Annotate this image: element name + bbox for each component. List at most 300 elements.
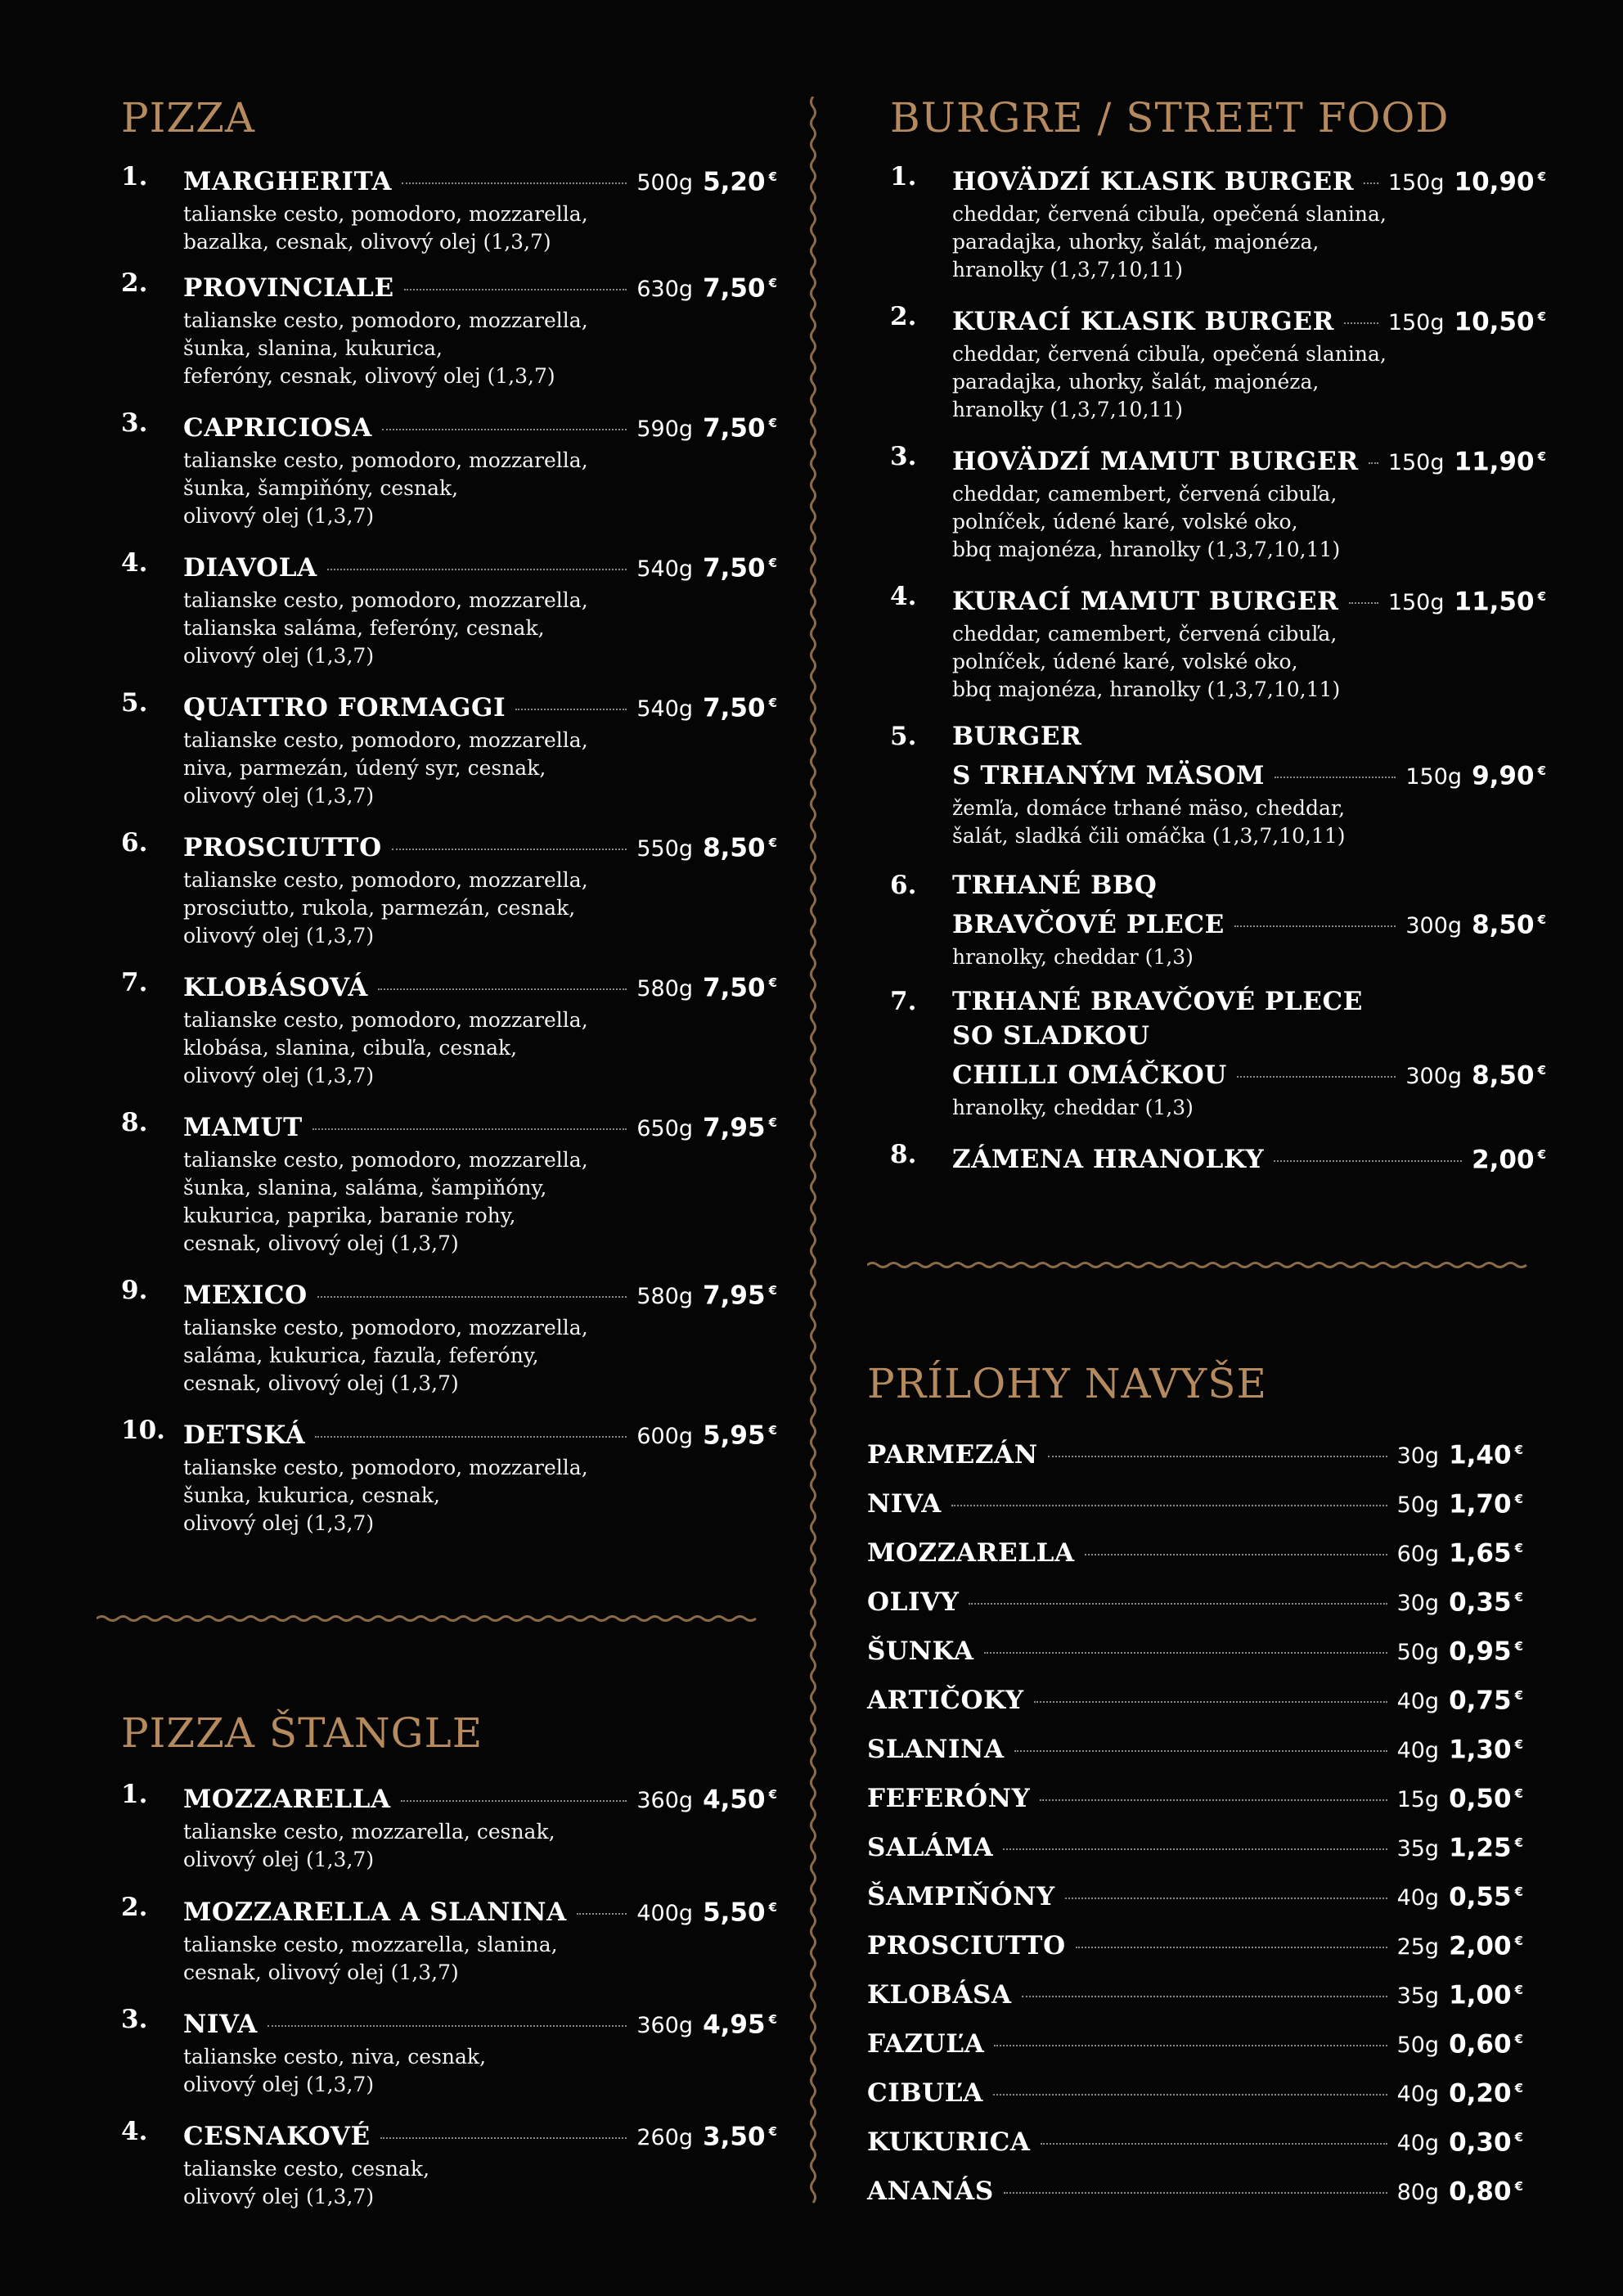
price-value: 0,95	[1449, 1636, 1512, 1667]
price-value: 1,30	[1449, 1735, 1512, 1765]
dot-leader	[380, 2137, 627, 2139]
item-number: 10.	[121, 1416, 165, 1445]
currency-symbol: €	[1514, 1884, 1523, 1899]
item-number: 6.	[890, 871, 917, 900]
extra-name-row	[867, 1973, 1523, 2014]
menu-item	[890, 299, 1546, 424]
currency-symbol: €	[1514, 1835, 1523, 1850]
dot-leader	[1022, 1996, 1387, 1997]
item-body	[952, 1137, 1546, 1177]
extra-price	[1449, 1875, 1523, 1914]
currency-symbol: €	[768, 835, 777, 850]
item-weight: 150g	[1387, 590, 1445, 616]
item-name-row	[183, 966, 777, 1006]
item-name-row	[183, 2002, 777, 2043]
item-name: CESNAKOVÉ	[183, 2122, 371, 2152]
extra-name-row	[867, 1531, 1523, 1572]
item-price	[703, 160, 777, 199]
price-value: 10,50	[1454, 307, 1535, 337]
item-name: DIAVOLA	[183, 553, 317, 583]
currency-symbol: €	[768, 1900, 777, 1915]
price-value: 2,00	[1449, 1931, 1512, 1961]
item-number: 8.	[121, 1108, 148, 1137]
burger-section-title: BURGRE / STREET FOOD	[890, 94, 1450, 142]
item-number: 8.	[890, 1140, 917, 1169]
horizontal-wavy-divider-left	[97, 1609, 759, 1628]
item-weight: 550g	[636, 836, 694, 862]
extra-name-row	[867, 1875, 1523, 1916]
item-number: 7.	[890, 987, 917, 1016]
item-description: cheddar, červená cibuľa, opečená slanina, paradajka, uhorky, šalát, majonéza, hranolky (1,3,7,10,11)	[952, 342, 1387, 422]
currency-symbol: €	[768, 416, 777, 430]
extra-name: ARTIČOKY	[867, 1686, 1024, 1716]
dot-leader	[994, 2045, 1387, 2046]
extra-price	[1449, 1776, 1523, 1816]
currency-symbol: €	[1514, 1492, 1523, 1506]
item-weight: 300g	[1405, 1064, 1463, 1090]
item-description: talianske cesto, pomodoro, mozzarella, saláma, kukurica, fazuľa, feferóny, cesnak, olivový olej (1,3,7)	[183, 1316, 588, 1396]
dot-leader	[1364, 182, 1378, 184]
item-name: KURACÍ MAMUT BURGER	[952, 587, 1339, 617]
item-price	[703, 1777, 777, 1817]
dot-leader	[1004, 2192, 1387, 2194]
item-number: 1.	[121, 1780, 148, 1809]
item-name: S TRHANÝM MÄSOM	[952, 761, 1265, 791]
item-weight: 630g	[636, 277, 694, 303]
price-value: 11,50	[1454, 587, 1535, 617]
item-body	[183, 1413, 777, 1537]
extra-price	[1449, 2071, 1523, 2110]
price-value: 1,00	[1449, 1980, 1512, 2010]
item-name-prefix: TRHANÉ BRAVČOVÉ PLECE SO SLADKOU	[952, 987, 1363, 1051]
item-body	[183, 2002, 777, 2099]
extra-weight: 40g	[1396, 2082, 1440, 2108]
extra-name: FEFERÓNY	[867, 1784, 1031, 1814]
menu-item	[890, 160, 1546, 284]
extra-weight: 35g	[1396, 1836, 1440, 1862]
menu-item	[121, 2114, 777, 2211]
item-weight: 540g	[636, 556, 694, 583]
dot-leader	[1003, 1848, 1387, 1850]
item-name: DETSKÁ	[183, 1420, 306, 1451]
price-value: 4,95	[703, 2010, 766, 2040]
currency-symbol: €	[1514, 2081, 1523, 2096]
menu-item	[890, 439, 1546, 564]
item-number: 2.	[121, 1893, 148, 1922]
price-value: 0,80	[1449, 2177, 1512, 2207]
menu-item	[890, 1137, 1546, 1177]
currency-symbol: €	[1514, 1688, 1523, 1703]
item-description: talianske cesto, niva, cesnak, olivový olej (1,3,7)	[183, 2045, 487, 2097]
item-price	[703, 686, 777, 725]
item-name-row	[183, 826, 777, 867]
dot-leader	[951, 1505, 1387, 1506]
currency-symbol: €	[1514, 1541, 1523, 1555]
dot-leader	[1274, 1160, 1462, 1162]
menu-item	[121, 266, 777, 390]
item-price	[1472, 1053, 1546, 1092]
price-value: 0,60	[1449, 2029, 1512, 2060]
extra-name: PARMEZÁN	[867, 1440, 1038, 1470]
currency-symbol: €	[768, 2012, 777, 2027]
item-description: talianske cesto, pomodoro, mozzarella, šunka, slanina, saláma, šampiňóny, kukurica, paprika, baranie rohy, cesnak, olivový olej (1,3,7)	[183, 1148, 588, 1256]
extra-name-row	[867, 1580, 1523, 1621]
price-value: 1,70	[1449, 1489, 1512, 1519]
item-name: MARGHERITA	[183, 167, 393, 197]
item-price	[703, 1890, 777, 1929]
price-value: 7,95	[703, 1281, 766, 1311]
item-price	[1472, 903, 1546, 942]
item-number: 5.	[890, 722, 917, 751]
item-body	[183, 266, 777, 390]
item-weight: 650g	[636, 1116, 694, 1142]
dot-leader	[317, 1296, 627, 1298]
item-number: 2.	[890, 302, 917, 331]
item-number: 3.	[121, 2005, 148, 2034]
item-description: žemľa, domáce trhané mäso, cheddar, šalát, sladká čili omáčka (1,3,7,10,11)	[952, 796, 1346, 849]
price-value: 9,90	[1472, 761, 1535, 791]
dot-leader	[312, 1128, 627, 1130]
extra-price	[1449, 2120, 1523, 2159]
item-name-row	[183, 266, 777, 307]
item-weight: 580g	[636, 1284, 694, 1310]
item-weight: 590g	[636, 416, 694, 443]
item-name-row	[183, 1777, 777, 1818]
price-value: 5,20	[703, 167, 766, 197]
item-weight: 360g	[636, 1788, 694, 1814]
item-price	[1472, 1137, 1546, 1177]
item-body	[952, 299, 1546, 424]
menu-item	[121, 1890, 777, 1987]
item-weight: 300g	[1405, 913, 1463, 939]
extra-name: MOZZARELLA	[867, 1538, 1075, 1569]
extra-weight: 15g	[1396, 1787, 1440, 1813]
item-name-row	[183, 406, 777, 447]
item-description: talianske cesto, mozzarella, cesnak, olivový olej (1,3,7)	[183, 1820, 555, 1872]
item-price	[703, 1273, 777, 1312]
currency-symbol: €	[1514, 2130, 1523, 2145]
dot-leader	[378, 988, 627, 990]
item-weight: 400g	[636, 1901, 694, 1927]
extra-item	[867, 1875, 1523, 1916]
extra-name: PROSCIUTTO	[867, 1931, 1066, 1961]
price-value: 2,00	[1472, 1145, 1535, 1175]
item-name: HOVÄDZÍ MAMUT BURGER	[952, 447, 1359, 477]
dot-leader	[1041, 2143, 1387, 2145]
menu-item	[890, 579, 1546, 704]
item-body	[183, 1105, 777, 1258]
item-price	[703, 1413, 777, 1452]
menu-item	[890, 868, 1546, 971]
extra-name: FAZUĽA	[867, 2029, 985, 2060]
item-body	[183, 1777, 777, 1874]
extra-name: ANANÁS	[867, 2177, 994, 2207]
price-value: 5,50	[703, 1898, 766, 1928]
item-number: 2.	[121, 268, 148, 298]
pizza-section-title: PIZZA	[121, 94, 255, 142]
currency-symbol: €	[1537, 1063, 1546, 1078]
dot-leader	[1344, 322, 1378, 324]
item-name-row	[183, 546, 777, 587]
item-description: talianske cesto, pomodoro, mozzarella, šunka, slanina, kukurica, feferóny, cesnak, olivový olej (1,3,7)	[183, 308, 588, 389]
item-name: BRAVČOVÉ PLECE	[952, 910, 1225, 940]
item-number: 6.	[121, 828, 148, 858]
item-name-row	[183, 2114, 777, 2155]
item-body	[952, 719, 1546, 850]
currency-symbol: €	[1537, 309, 1546, 324]
item-price	[1454, 579, 1547, 619]
dot-leader	[1076, 1947, 1387, 1948]
extra-price	[1449, 2169, 1523, 2208]
item-body	[183, 686, 777, 810]
item-description: cheddar, camembert, červená cibuľa, polníček, údené karé, volské oko, bbq majonéza, hranolky (1,3,7,10,11)	[952, 622, 1341, 702]
extra-weight: 60g	[1396, 1542, 1440, 1568]
item-body	[952, 984, 1546, 1122]
item-price	[1472, 754, 1546, 793]
item-weight: 600g	[636, 1424, 694, 1450]
price-value: 5,95	[703, 1420, 766, 1451]
item-name-row	[183, 686, 777, 727]
currency-symbol: €	[768, 1283, 777, 1298]
dot-leader	[327, 569, 627, 570]
extra-price	[1449, 1973, 1523, 2012]
extra-weight: 30g	[1396, 1443, 1440, 1470]
stangle-section-title: PIZZA ŠTANGLE	[121, 1709, 483, 1757]
extra-name-row	[867, 1727, 1523, 1768]
item-name-row	[952, 160, 1546, 200]
dot-leader	[577, 1913, 627, 1915]
dot-leader	[1065, 1898, 1387, 1899]
extra-item	[867, 1826, 1523, 1866]
item-price	[703, 266, 777, 305]
extras-section-title: PRÍLOHY NAVYŠE	[867, 1360, 1267, 1407]
extra-price	[1449, 1678, 1523, 1717]
item-price	[703, 2002, 777, 2042]
menu-item	[121, 406, 777, 530]
currency-symbol: €	[1537, 1147, 1546, 1162]
price-value: 0,75	[1449, 1686, 1512, 1716]
item-name-prefix: TRHANÉ BBQ	[952, 871, 1158, 900]
item-price	[703, 1105, 777, 1145]
item-name: KLOBÁSOVÁ	[183, 973, 368, 1003]
item-description: talianske cesto, pomodoro, mozzarella, prosciutto, rukola, parmezán, cesnak, olivový olej (1,3,7)	[183, 868, 588, 948]
dot-leader	[1040, 1799, 1387, 1801]
price-value: 0,55	[1449, 1882, 1512, 1912]
menu-item	[121, 966, 777, 1090]
extra-item	[867, 2120, 1523, 2161]
extra-name: SLANINA	[867, 1735, 1005, 1765]
item-description: talianske cesto, pomodoro, mozzarella, talianska saláma, feferóny, cesnak, olivový olej (1,3,7)	[183, 588, 588, 669]
dot-leader	[1034, 1701, 1387, 1703]
item-body	[183, 2114, 777, 2211]
menu-item	[121, 686, 777, 810]
price-value: 7,50	[703, 553, 766, 583]
dot-leader	[1085, 1554, 1387, 1555]
item-price	[1454, 439, 1547, 479]
extra-price	[1449, 1727, 1523, 1767]
extra-name: ŠAMPIŇÓNY	[867, 1882, 1055, 1912]
price-value: 7,95	[703, 1113, 766, 1143]
extra-weight: 80g	[1396, 2180, 1440, 2206]
item-price	[1454, 299, 1547, 339]
currency-symbol: €	[1537, 169, 1546, 184]
extra-weight: 40g	[1396, 1738, 1440, 1764]
item-body	[952, 160, 1546, 284]
extra-weight: 40g	[1396, 2131, 1440, 2157]
currency-symbol: €	[768, 2124, 777, 2139]
extra-name-row	[867, 1629, 1523, 1670]
item-weight: 150g	[1387, 170, 1445, 196]
extra-name: KLOBÁSA	[867, 1980, 1012, 2010]
extra-item	[867, 1924, 1523, 1965]
price-value: 7,50	[703, 693, 766, 723]
price-value: 7,50	[703, 273, 766, 304]
item-name-row	[183, 1273, 777, 1314]
extra-weight: 25g	[1396, 1934, 1440, 1961]
item-description: talianske cesto, pomodoro, mozzarella, bazalka, cesnak, olivový olej (1,3,7)	[183, 202, 588, 254]
menu-item	[121, 1105, 777, 1258]
price-value: 8,50	[703, 833, 766, 863]
item-name: PROSCIUTTO	[183, 833, 382, 863]
item-number: 1.	[121, 162, 148, 191]
extra-weight: 50g	[1396, 2033, 1440, 2059]
extra-price	[1449, 1629, 1523, 1668]
dot-leader	[268, 2025, 627, 2027]
item-name: PROVINCIALE	[183, 273, 394, 304]
extra-name-row	[867, 1433, 1523, 1474]
extra-price	[1449, 1482, 1523, 1521]
currency-symbol: €	[768, 276, 777, 290]
item-name: CHILLI OMÁČKOU	[952, 1060, 1227, 1091]
item-name-row	[952, 299, 1546, 340]
item-name: KURACÍ KLASIK BURGER	[952, 307, 1334, 337]
dot-leader	[969, 1603, 1387, 1605]
dot-leader	[402, 182, 627, 184]
extra-price	[1449, 1433, 1523, 1472]
item-description: talianske cesto, mozzarella, slanina, cesnak, olivový olej (1,3,7)	[183, 1933, 558, 1985]
dot-leader	[1369, 462, 1378, 464]
menu-item	[890, 719, 1546, 850]
extra-weight: 40g	[1396, 1885, 1440, 1911]
item-number: 4.	[121, 2117, 148, 2146]
item-description: talianske cesto, pomodoro, mozzarella, šunka, šampiňóny, cesnak, olivový olej (1,3,7)	[183, 448, 588, 529]
extra-name-row	[867, 2120, 1523, 2161]
item-body	[183, 406, 777, 530]
item-price	[703, 826, 777, 865]
item-description: cheddar, červená cibuľa, opečená slanina, paradajka, uhorky, šalát, majonéza, hranolky (1,3,7,10,11)	[952, 202, 1387, 282]
item-name-row	[183, 1413, 777, 1454]
item-weight: 150g	[1387, 450, 1445, 476]
currency-symbol: €	[1514, 1737, 1523, 1752]
price-value: 1,40	[1449, 1440, 1512, 1470]
price-value: 7,50	[703, 413, 766, 443]
currency-symbol: €	[1514, 1639, 1523, 1654]
price-value: 0,35	[1449, 1587, 1512, 1618]
price-value: 0,50	[1449, 1784, 1512, 1814]
item-description: cheddar, camembert, červená cibuľa, polníček, údené karé, volské oko, bbq majonéza, hranolky (1,3,7,10,11)	[952, 482, 1341, 562]
extra-price	[1449, 1924, 1523, 1963]
item-body	[183, 1273, 777, 1398]
menu-item	[121, 160, 777, 256]
item-weight: 360g	[636, 2013, 694, 2039]
extra-item	[867, 1629, 1523, 1670]
extra-item	[867, 1776, 1523, 1817]
dot-leader	[993, 2094, 1387, 2096]
item-number: 3.	[121, 408, 148, 438]
item-name: MOZZARELLA	[183, 1785, 391, 1815]
currency-symbol: €	[768, 696, 777, 710]
item-price	[703, 966, 777, 1005]
menu-item	[121, 2002, 777, 2099]
currency-symbol: €	[1514, 1590, 1523, 1605]
item-name: QUATTRO FORMAGGI	[183, 693, 506, 723]
dot-leader	[1275, 777, 1396, 778]
dot-leader	[1048, 1456, 1387, 1457]
item-number: 5.	[121, 688, 148, 718]
menu-item	[121, 546, 777, 670]
extra-price	[1449, 1580, 1523, 1619]
extra-name-row	[867, 1482, 1523, 1523]
extra-item	[867, 1727, 1523, 1768]
item-weight: 150g	[1405, 764, 1463, 790]
extra-name: CIBUĽA	[867, 2078, 983, 2109]
dot-leader	[315, 1436, 627, 1438]
item-body	[952, 439, 1546, 564]
item-number: 9.	[121, 1276, 148, 1305]
dot-leader	[1234, 925, 1396, 927]
item-weight: 580g	[636, 976, 694, 1002]
dot-leader	[401, 1800, 627, 1802]
extra-item	[867, 2022, 1523, 2063]
dot-leader	[1349, 602, 1378, 604]
currency-symbol: €	[1537, 912, 1546, 927]
extra-price	[1449, 1531, 1523, 1570]
item-weight: 540g	[636, 696, 694, 723]
extra-weight: 35g	[1396, 1983, 1440, 2010]
item-name: MEXICO	[183, 1281, 308, 1311]
menu-item	[121, 1777, 777, 1874]
currency-symbol: €	[1537, 589, 1546, 604]
item-body	[183, 546, 777, 670]
horizontal-wavy-divider-right	[867, 1255, 1530, 1275]
extra-item	[867, 1433, 1523, 1474]
extra-name: KUKURICA	[867, 2127, 1031, 2158]
currency-symbol: €	[1514, 2179, 1523, 2194]
dot-leader	[404, 289, 627, 290]
menu-item	[121, 1273, 777, 1398]
item-name-row	[952, 903, 1546, 943]
price-value: 4,50	[703, 1785, 766, 1815]
item-price	[703, 546, 777, 585]
item-name-row	[952, 1137, 1546, 1177]
extra-name-row	[867, 1826, 1523, 1866]
vertical-wavy-divider	[803, 97, 823, 2224]
extra-weight: 30g	[1396, 1591, 1440, 1617]
item-weight: 500g	[636, 170, 694, 196]
dot-leader	[984, 1652, 1387, 1654]
extra-weight: 50g	[1396, 1640, 1440, 1666]
item-name-row	[183, 160, 777, 200]
item-body	[183, 966, 777, 1090]
item-price	[1454, 160, 1547, 199]
price-value: 0,20	[1449, 2078, 1512, 2109]
extra-item	[867, 1678, 1523, 1719]
item-name-prefix: BURGER	[952, 722, 1082, 751]
price-value: 1,25	[1449, 1833, 1512, 1863]
extra-price	[1449, 2022, 1523, 2061]
currency-symbol: €	[1514, 1786, 1523, 1801]
menu-item	[121, 1413, 777, 1537]
